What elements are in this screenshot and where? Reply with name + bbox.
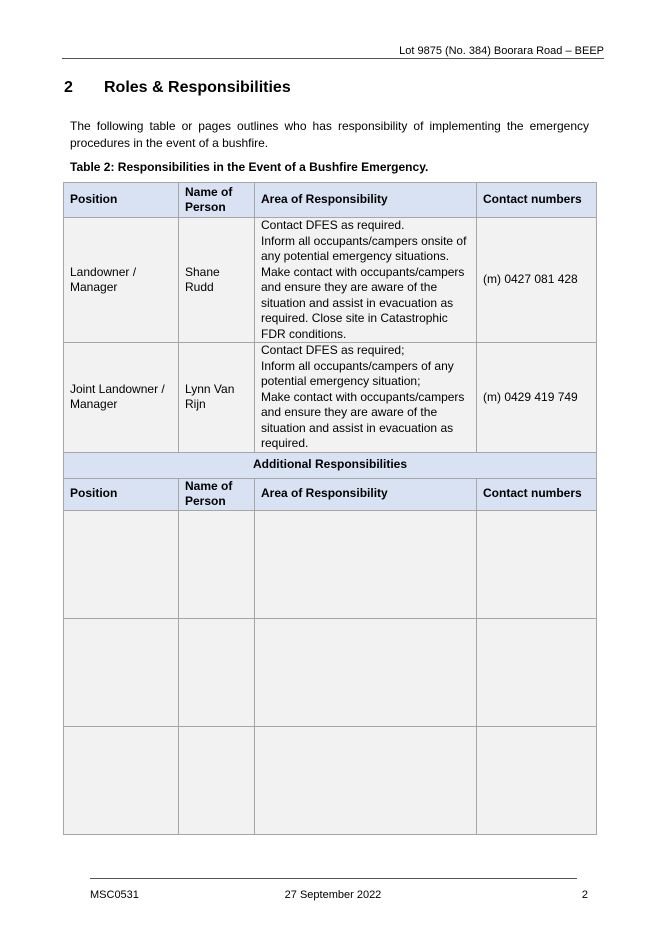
cell-position: Landowner / Manager <box>64 218 179 343</box>
footer-divider <box>90 878 577 879</box>
table-row <box>64 218 597 343</box>
column-header-position: Position <box>64 183 179 218</box>
blank-cell[interactable] <box>255 618 477 726</box>
column-header-contact: Contact numbers <box>477 478 597 510</box>
table-row-blank <box>64 618 597 726</box>
section-number: 2 <box>64 79 73 96</box>
footer-date: 27 September 2022 <box>284 889 382 901</box>
cell-position: Joint Landowner / Manager <box>64 343 179 453</box>
blank-cell[interactable] <box>255 510 477 618</box>
blank-cell[interactable] <box>179 618 255 726</box>
table-row <box>64 343 597 453</box>
area-line: Contact DFES as required; <box>261 343 405 357</box>
cell-contact: (m) 0429 419 749 <box>477 343 597 453</box>
column-header-name: Name of Person <box>179 478 255 510</box>
blank-cell[interactable] <box>64 726 179 834</box>
blank-cell[interactable] <box>477 726 597 834</box>
blank-cell[interactable] <box>477 618 597 726</box>
cell-name: Lynn Van Rijn <box>179 343 255 453</box>
blank-cell[interactable] <box>64 510 179 618</box>
column-header-name: Name of Person <box>179 183 255 218</box>
table-row-blank <box>64 726 597 834</box>
additional-responsibilities-row <box>64 452 597 478</box>
footer-document-code: MSC0531 <box>90 889 139 901</box>
column-header-position: Position <box>64 478 179 510</box>
table-header-row <box>64 478 597 510</box>
footer-page-number: 2 <box>581 889 588 901</box>
section-heading <box>64 79 291 97</box>
blank-cell[interactable] <box>64 618 179 726</box>
section-title: Roles & Responsibilities <box>104 79 291 96</box>
cell-area <box>255 218 477 343</box>
area-line: Make contact with occupants/campers and ensure they are aware of the situation and assist in evacuation as required. Close site in Catastrophic FDR conditions. <box>261 264 465 341</box>
area-line: Contact DFES as required. <box>261 218 405 232</box>
blank-cell[interactable] <box>179 510 255 618</box>
table-caption: Table 2: Responsibilities in the Event of a Bushfire Emergency. <box>70 160 429 174</box>
additional-responsibilities-heading: Additional Responsibilities <box>64 452 597 478</box>
area-line: Inform all occupants/campers of any potential emergency situation; <box>261 358 454 388</box>
header-divider <box>62 58 604 59</box>
cell-area <box>255 343 477 453</box>
blank-cell[interactable] <box>179 726 255 834</box>
area-line: Inform all occupants/campers onsite of any potential emergency situations. <box>261 233 467 263</box>
column-header-area: Area of Responsibility <box>255 478 477 510</box>
intro-paragraph: The following table or pages outlines who has responsibility of implementing the emergency procedures in the event of a bushfire. <box>70 119 589 150</box>
blank-cell[interactable] <box>477 510 597 618</box>
column-header-contact: Contact numbers <box>477 183 597 218</box>
area-line: Make contact with occupants/campers and ensure they are aware of the situation and assist in evacuation as required. <box>261 389 465 450</box>
responsibilities-table <box>63 182 597 835</box>
column-header-area: Area of Responsibility <box>255 183 477 218</box>
blank-cell[interactable] <box>255 726 477 834</box>
table-header-row <box>64 183 597 218</box>
cell-name: Shane Rudd <box>179 218 255 343</box>
table-row-blank <box>64 510 597 618</box>
cell-contact: (m) 0427 081 428 <box>477 218 597 343</box>
page-header-text: Lot 9875 (No. 384) Boorara Road – BEEP <box>399 45 604 57</box>
